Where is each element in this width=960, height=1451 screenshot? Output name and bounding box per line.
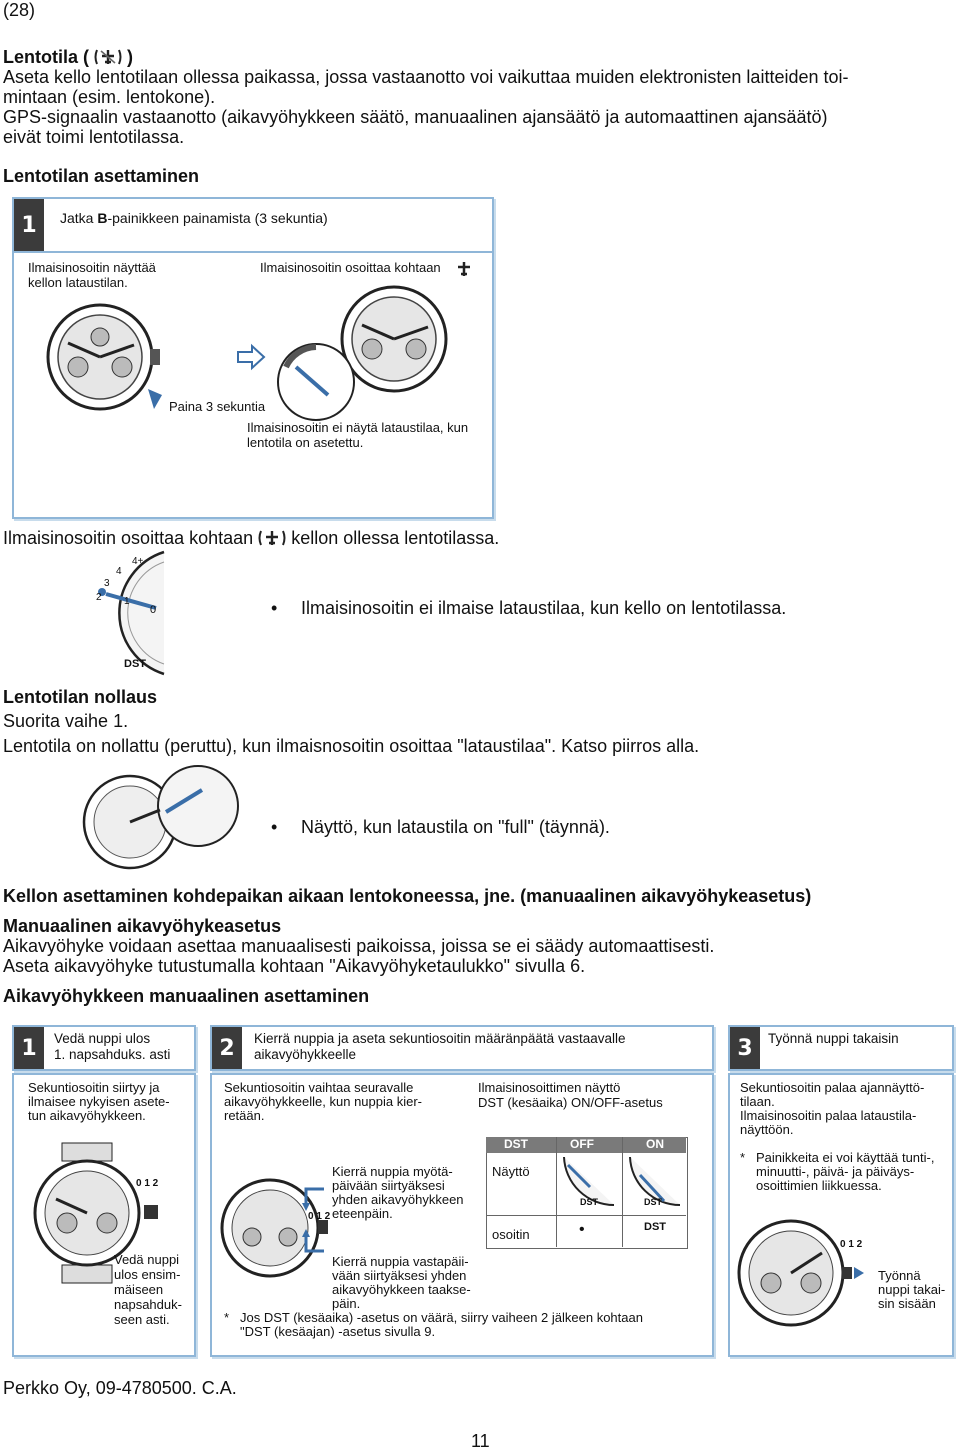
manual-tz-subheading: Manuaalinen aikavyöhykeasetus (3, 916, 282, 936)
dst-row-label-display: Näyttö (492, 1164, 530, 1179)
step2-header (210, 1025, 714, 1071)
panel1-crown-note-2: ulos ensim- (114, 1267, 181, 1282)
set-airplane-panel (12, 197, 494, 519)
dst-header-off: OFF (570, 1137, 594, 1151)
airplane-para2-line1: GPS-signaalin vastaanotto (aikavyöhykkeen säätö, manuaalinen ajansäätö ja automaattinen ajansäätö) (3, 107, 828, 127)
full-charge-illustration (82, 766, 232, 874)
step3-line1: Työnnä nuppi takaisin (768, 1031, 899, 1046)
arrow-right-icon (236, 345, 266, 369)
step2-panel (210, 1073, 714, 1357)
panel3-push-note-2: nuppi takai- (878, 1282, 946, 1297)
dst-on-mark: DST (644, 1221, 666, 1233)
footnote-line-2: "DST (kesäajan) -asetus sivulla 9. (240, 1324, 436, 1339)
manual-tz-heading2: Aikavyöhykkeen manuaalinen asettaminen (3, 986, 370, 1006)
zoomed-dial (276, 337, 356, 427)
ccw-note-4: päin. (332, 1296, 361, 1311)
set-section-heading: Lentotilan asettaminen (3, 166, 200, 186)
panel1-crown-note-4: napsahduk- (114, 1297, 182, 1312)
button-b-label: B (97, 210, 108, 226)
airplane-para1-line1: Aseta kello lentotilaan ollessa paikassa, jossa vastaanotto voi vaikuttaa muiden elektronisten laitteiden toi- (3, 67, 849, 87)
reset-line2: Lentotila on nollattu (peruttu), kun ilmaisnosoitin osoittaa "lataustilaa". Katso piirros alla. (3, 736, 700, 756)
heading-end: ) (127, 47, 134, 67)
dst-off-dot: • (579, 1221, 585, 1238)
panel3-text-3: Ilmaisinosoitin palaa lataustila- (740, 1108, 917, 1123)
rotate-arrows-icon (302, 1185, 330, 1255)
note-line-1: Ilmaisinosoitin ei näytä lataustilaa, kun (247, 420, 469, 435)
caption-right: Ilmaisinosoitin osoittaa kohtaan (260, 260, 441, 275)
dial-label-2: 2 (96, 592, 102, 603)
note-line-2: lentotila on asetettu. (247, 435, 364, 450)
manual-tz-line2: Aseta aikavyöhyke tutustumalla kohtaan "Aikavyöhyketaulukko" sivulla 6. (3, 956, 586, 976)
panel1-text-3: tun aikavyöhykkeen. (28, 1108, 146, 1123)
manual-tz-line1: Aikavyöhyke voidaan asettaa manuaalisesti paikoissa, joissa se ei säädy automaattisesti. (3, 936, 715, 956)
panel2-dial-digits: 0 1 2 (308, 1211, 331, 1222)
cw-note-1: Kierrä nuppia myötä- (332, 1164, 453, 1179)
indicator-bullet: • Ilmaisinosoitin ei ilmaise lataustilaa, kun kello on lentotilassa. (301, 598, 786, 618)
footnote-line-1: Jos DST (kesäaika) -asetus on väärä, siirry vaiheen 2 jälkeen kohtaan (240, 1310, 643, 1325)
caption-left-1: Ilmaisinosoitin näyttää (28, 260, 156, 275)
step3-number: 3 (730, 1027, 760, 1069)
step1-header (12, 1025, 196, 1071)
step3-header (728, 1025, 954, 1071)
dial-label-4: 4 (116, 566, 122, 577)
panel3-note-star: * (740, 1150, 746, 1165)
ccw-note-2: vään siirtyäksesi yhden (332, 1268, 467, 1283)
ccw-note-1: Kierrä nuppia vastapäii- (332, 1254, 469, 1269)
dst-on-dial-mark: DST (644, 1197, 662, 1207)
panel3-note-1: Painikkeita ei voi käyttää tunti-, (756, 1150, 935, 1165)
dial-label-4plus: 4+ (132, 556, 144, 567)
dst-title-2: DST (kesäaika) ON/OFF-asetus (478, 1095, 663, 1110)
airplane-icon (94, 48, 122, 66)
reset-heading: Lentotilan nollaus (3, 687, 158, 707)
airplane-para2-line2: eivät toimi lentotilassa. (3, 127, 185, 147)
dst-col-divider-1 (556, 1137, 557, 1247)
page-label: (28) (3, 0, 36, 20)
heading-text: Lentotila ( (3, 47, 89, 67)
panel3-text-2: tilaan. (740, 1094, 775, 1109)
dst-row-label-hand: osoitin (492, 1227, 530, 1242)
step-header (14, 199, 492, 253)
panel1-text-1: Sekuntiosoitin siirtyy ja (28, 1080, 160, 1095)
dst-off-dial-mark: DST (580, 1197, 598, 1207)
step2-line1: Kierrä nuppia ja aseta sekuntiosoitin määränpäätä vastaavalle (254, 1031, 626, 1046)
watch-illustration-left (38, 289, 168, 419)
dial-label-3: 3 (104, 578, 110, 589)
step1-line1: Vedä nuppi ulos (54, 1031, 151, 1046)
dial-label-dst: DST (124, 658, 146, 670)
manual-tz-heading: Kellon asettaminen kohdepaikan aikaan lentokoneessa, jne. (manuaalinen aikavyöhykeasetus) (3, 886, 812, 906)
panel3-note-2: minuutti-, päivä- ja päiväys- (756, 1164, 915, 1179)
press-label: Paina 3 sekuntia (169, 399, 266, 414)
panel3-note-3: osoittimien liikkuessa. (756, 1178, 882, 1193)
indicator-line (3, 528, 499, 548)
dst-col-divider-2 (622, 1137, 623, 1247)
dial-label-1: 1 (124, 596, 130, 607)
dst-header-dst: DST (504, 1137, 528, 1151)
airplane-mode-heading (3, 47, 133, 67)
panel3-text-1: Sekuntiosoitin palaa ajannäyttö- (740, 1080, 925, 1095)
cw-note-4: eteenpäin. (332, 1206, 393, 1221)
plane-icon (456, 262, 472, 276)
ccw-note-3: aikavyöhykkeen taakse- (332, 1282, 471, 1297)
footnote-star: * (224, 1310, 230, 1325)
indicator-line-end: kellon ollessa lentotilassa. (291, 528, 500, 548)
step2-line2: aikavyöhykkeelle (254, 1047, 357, 1062)
dst-title-1: Ilmaisinosoittimen näyttö (478, 1080, 621, 1095)
panel3-push-note-3: sin sisään (878, 1296, 936, 1311)
panel2-text-3: retään. (224, 1108, 265, 1123)
dst-header-on: ON (646, 1137, 664, 1151)
dial-label-0: 0 (150, 604, 157, 616)
airplane-para1-line2: mintaan (esim. lentokone). (3, 87, 216, 107)
panel1-dial-digits: 0 1 2 (136, 1178, 159, 1189)
panel3-push-note-1: Työnnä (878, 1268, 921, 1283)
page-number: 11 (471, 1431, 490, 1451)
panel2-text-2: aikavyöhykkeelle, kun nuppia kier- (224, 1094, 422, 1109)
reset-bullet: • Näyttö, kun lataustila on "full" (täynnä). (301, 817, 610, 837)
step1-panel (12, 1073, 196, 1357)
cw-note-2: päivään siirtyäksesi (332, 1178, 445, 1193)
step1-number: 1 (14, 1027, 44, 1069)
step3-panel (728, 1073, 954, 1357)
indicator-line-start: Ilmaisinosoitin osoittaa kohtaan (3, 528, 254, 548)
reset-line1: Suorita vaihe 1. (3, 711, 129, 731)
step-number: 1 (14, 199, 44, 251)
dst-row-divider (486, 1215, 686, 1216)
panel1-crown-note-3: mäiseen (114, 1282, 164, 1297)
step-suffix: -painikkeen painamista (3 sekuntia) (107, 210, 328, 226)
panel3-text-4: näyttöön. (740, 1122, 794, 1137)
cw-note-3: yhden aikavyöhykkeen (332, 1192, 464, 1207)
step2-number: 2 (212, 1027, 242, 1069)
panel1-crown-note-1: Vedä nuppi (114, 1252, 180, 1267)
step-instruction (60, 210, 328, 226)
step1-line2: 1. napsahduks. asti (54, 1047, 171, 1062)
caption-left-2: kellon lataustilan. (28, 275, 128, 290)
footer-company: Perkko Oy, 09-4780500. C.A. (3, 1378, 237, 1398)
airplane-icon (258, 529, 286, 547)
panel1-crown-note-5: seen asti. (114, 1312, 170, 1327)
step3-watch-illustration (736, 1203, 866, 1343)
panel1-text-2: ilmaisee nykyisen asete- (28, 1094, 170, 1109)
panel2-text-1: Sekuntiosoitin vaihtaa seuravalle (224, 1080, 414, 1095)
step-prefix: Jatka (60, 210, 98, 226)
panel3-dial-digits: 0 1 2 (840, 1239, 863, 1250)
